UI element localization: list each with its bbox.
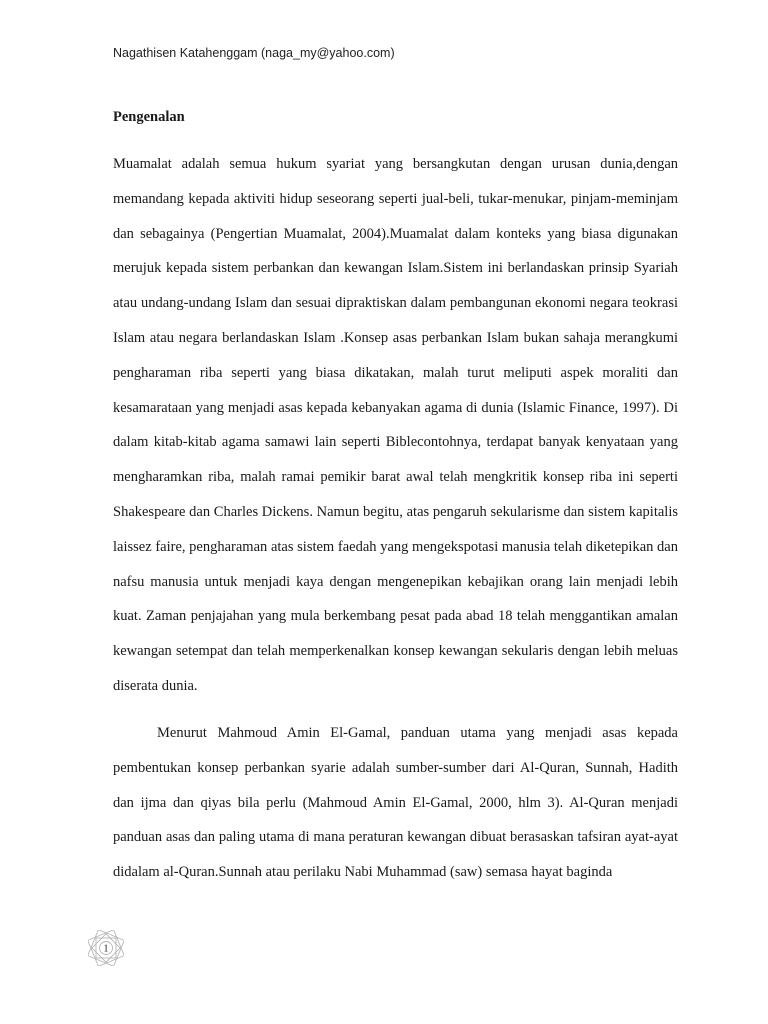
section-title: Pengenalan xyxy=(113,109,185,125)
page-number-badge xyxy=(88,930,124,966)
paragraph-2: Menurut Mahmoud Amin El-Gamal, panduan utama yang menjadi asas kepada pembentukan konsep perbankan syarie adalah sumber-sumber dari Al-Quran, Sunnah, Hadith dan ijma dan qiyas bila perlu (Mahmoud Amin El-Gamal, 2000, hlm 3). Al-Quran menjadi panduan asas dan paling utama di mana peraturan kewangan dibuat berasaskan tafsiran ayat-ayat didalam al-Quran.Sunnah atau perilaku Nabi Muhammad (saw) semasa hayat baginda xyxy=(113,725,678,881)
page-number-ornament-icon xyxy=(88,930,124,966)
page-number: 1 xyxy=(103,943,109,955)
page-header: Nagathisen Katahenggam (naga_my@yahoo.com) xyxy=(113,46,395,60)
paragraph-1: Muamalat adalah semua hukum syariat yang bersangkutan dengan urusan dunia,dengan memandang kepada aktiviti hidup seseorang seperti jual-beli, tukar-menukar, pinjam-meminjam dan sebagainya (Pengertian Muamalat, 2004).Muamalat dalam konteks yang biasa digunakan merujuk kepada sistem perbankan dan kewangan Islam.Sistem ini berlandaskan prinsip Syariah atau undang-undang Islam dan sesuai dipraktiskan dalam pembangunan ekonomi negara teokrasi Islam atau negara berlandaskan Islam .Konsep asas perbankan Islam bukan sahaja merangkumi pengharaman riba seperti yang biasa dikatakan, malah turut meliputi aspek moraliti dan kesamarataan yang menjadi asas kepada kebanyakan agama di dunia (Islamic Finance, 1997). Di dalam kitab-kitab agama samawi lain seperti Biblecontohnya, terdapat banyak kenyataan yang mengharamkan riba, malah ramai pemikir barat awal telah mengkritik konsep riba ini seperti Shakespeare dan Charles Dickens. Namun begitu, atas pengaruh sekularisme dan sistem kapitalis laissez faire, pengharaman atas sistem faedah yang mengekspotasi manusia telah diketepikan dan nafsu manusia untuk menjadi kaya dengan mengenepikan kebajikan orang lain menjadi lebih kuat. Zaman penjajahan yang mula berkembang pesat pada abad 18 telah menggantikan amalan kewangan setempat dan telah memperkenalkan konsep kewangan sekularis dengan lebih meluas diserata dunia. xyxy=(113,156,678,694)
